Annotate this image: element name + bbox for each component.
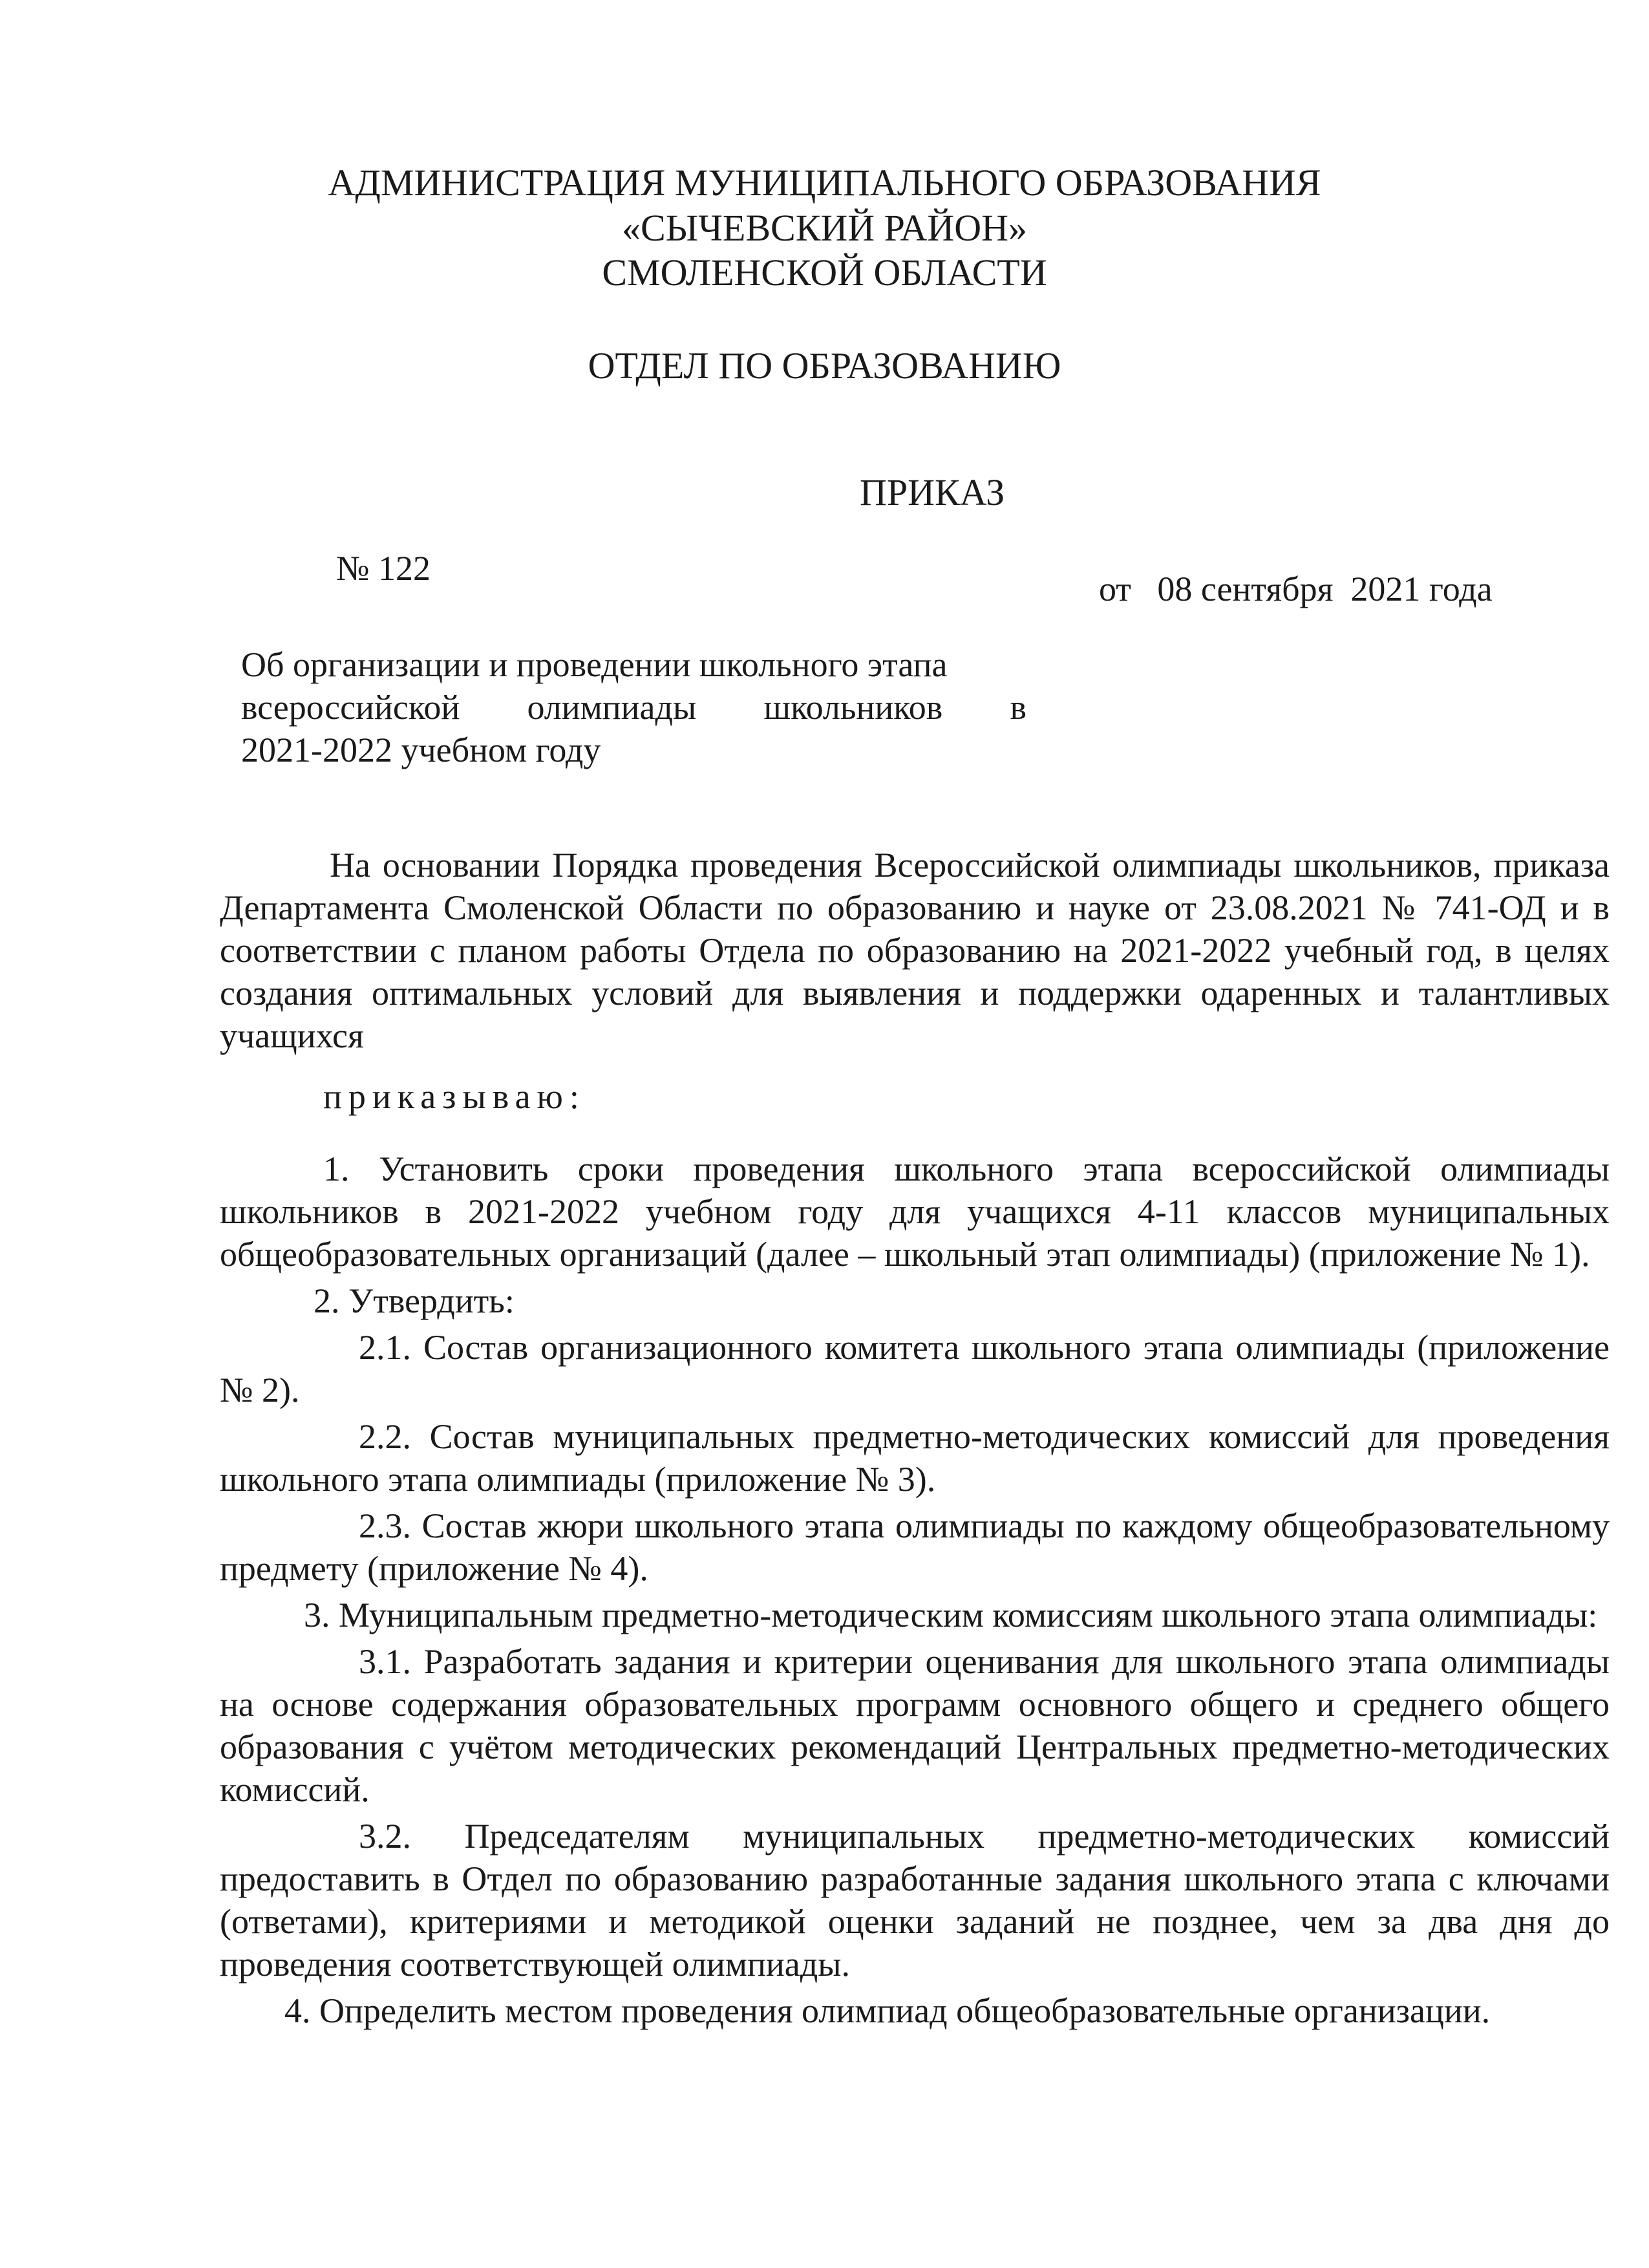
- command-word: приказываю:: [323, 1077, 586, 1116]
- header-line-administration: АДМИНИСТРАЦИЯ МУНИЦИПАЛЬНОГО ОБРАЗОВАНИЯ: [328, 162, 1321, 204]
- order-item: 3.1. Разработать задания и критерии оценивания для школьного этапа олимпиады на основе содержания образовательных программ основного общего и среднего общего образования с учётом методических рекомендаций Центральных предметно-методических комиссий.: [220, 1642, 1610, 1809]
- order-items: [220, 1148, 1610, 2036]
- order-title: ПРИКАЗ: [860, 471, 1005, 513]
- order-item: 1. Установить сроки проведения школьного этапа всероссийской олимпиады школьников в 2021-2022 учебном году для учащихся 4-11 классов муниципальных общеобразовательных организаций (далее – школьный этап олимпиады) (приложение № 1).: [220, 1150, 1610, 1274]
- preamble-paragraph: На основании Порядка проведения Всероссийской олимпиады школьников, приказа Департамента Смоленской Области по образованию и науке от 23.08.2021 № 741-ОД и в соответствии с планом работы Отдела по образованию на 2021-2022 учебный год, в целях создания оптимальных условий для выявления и поддержки одаренных и талантливых учащихся: [220, 846, 1610, 1055]
- subject-line-3: 2021-2022 учебном году: [241, 731, 601, 769]
- document-header: [0, 160, 1649, 295]
- order-date: от 08 сентября 2021 года: [1099, 570, 1493, 608]
- header-line-district: «СЫЧЕВСКИЙ РАЙОН»: [621, 206, 1028, 249]
- order-item: 2. Утвердить:: [314, 1281, 515, 1320]
- order-item: 3. Муниципальным предметно-методическим комиссиям школьного этапа олимпиады:: [304, 1596, 1598, 1634]
- subject-line-2: всероссийской олимпиады школьников в: [241, 688, 1027, 727]
- order-item: 2.3. Состав жюри школьного этапа олимпиады по каждому общеобразовательному предмету (приложение № 4).: [220, 1506, 1610, 1588]
- order-subject: [241, 643, 1027, 771]
- order-item: 3.2. Председателям муниципальных предметно-методических комиссий предоставить в Отдел по образованию разработанные задания школьного этапа с ключами (ответами), критериями и методикой оценки заданий не позднее, чем за два дня до проведения соответствующей олимпиады.: [220, 1817, 1610, 1984]
- order-number: № 122: [336, 549, 431, 588]
- preamble-block: [220, 844, 1610, 1057]
- department-name: ОТДЕЛ ПО ОБРАЗОВАНИЮ: [588, 345, 1061, 387]
- header-line-region: СМОЛЕНСКОЙ ОБЛАСТИ: [602, 251, 1047, 294]
- order-item: 2.2. Состав муниципальных предметно-методических комиссий для проведения школьного этапа олимпиады (приложение № 3).: [220, 1417, 1610, 1499]
- subject-line-1: Об организации и проведении школьного этапа: [241, 645, 948, 684]
- order-item: 4. Определить местом проведения олимпиад общеобразовательные организации.: [284, 1991, 1491, 2030]
- order-item: 2.1. Состав организационного комитета школьного этапа олимпиады (приложение № 2).: [220, 1328, 1610, 1409]
